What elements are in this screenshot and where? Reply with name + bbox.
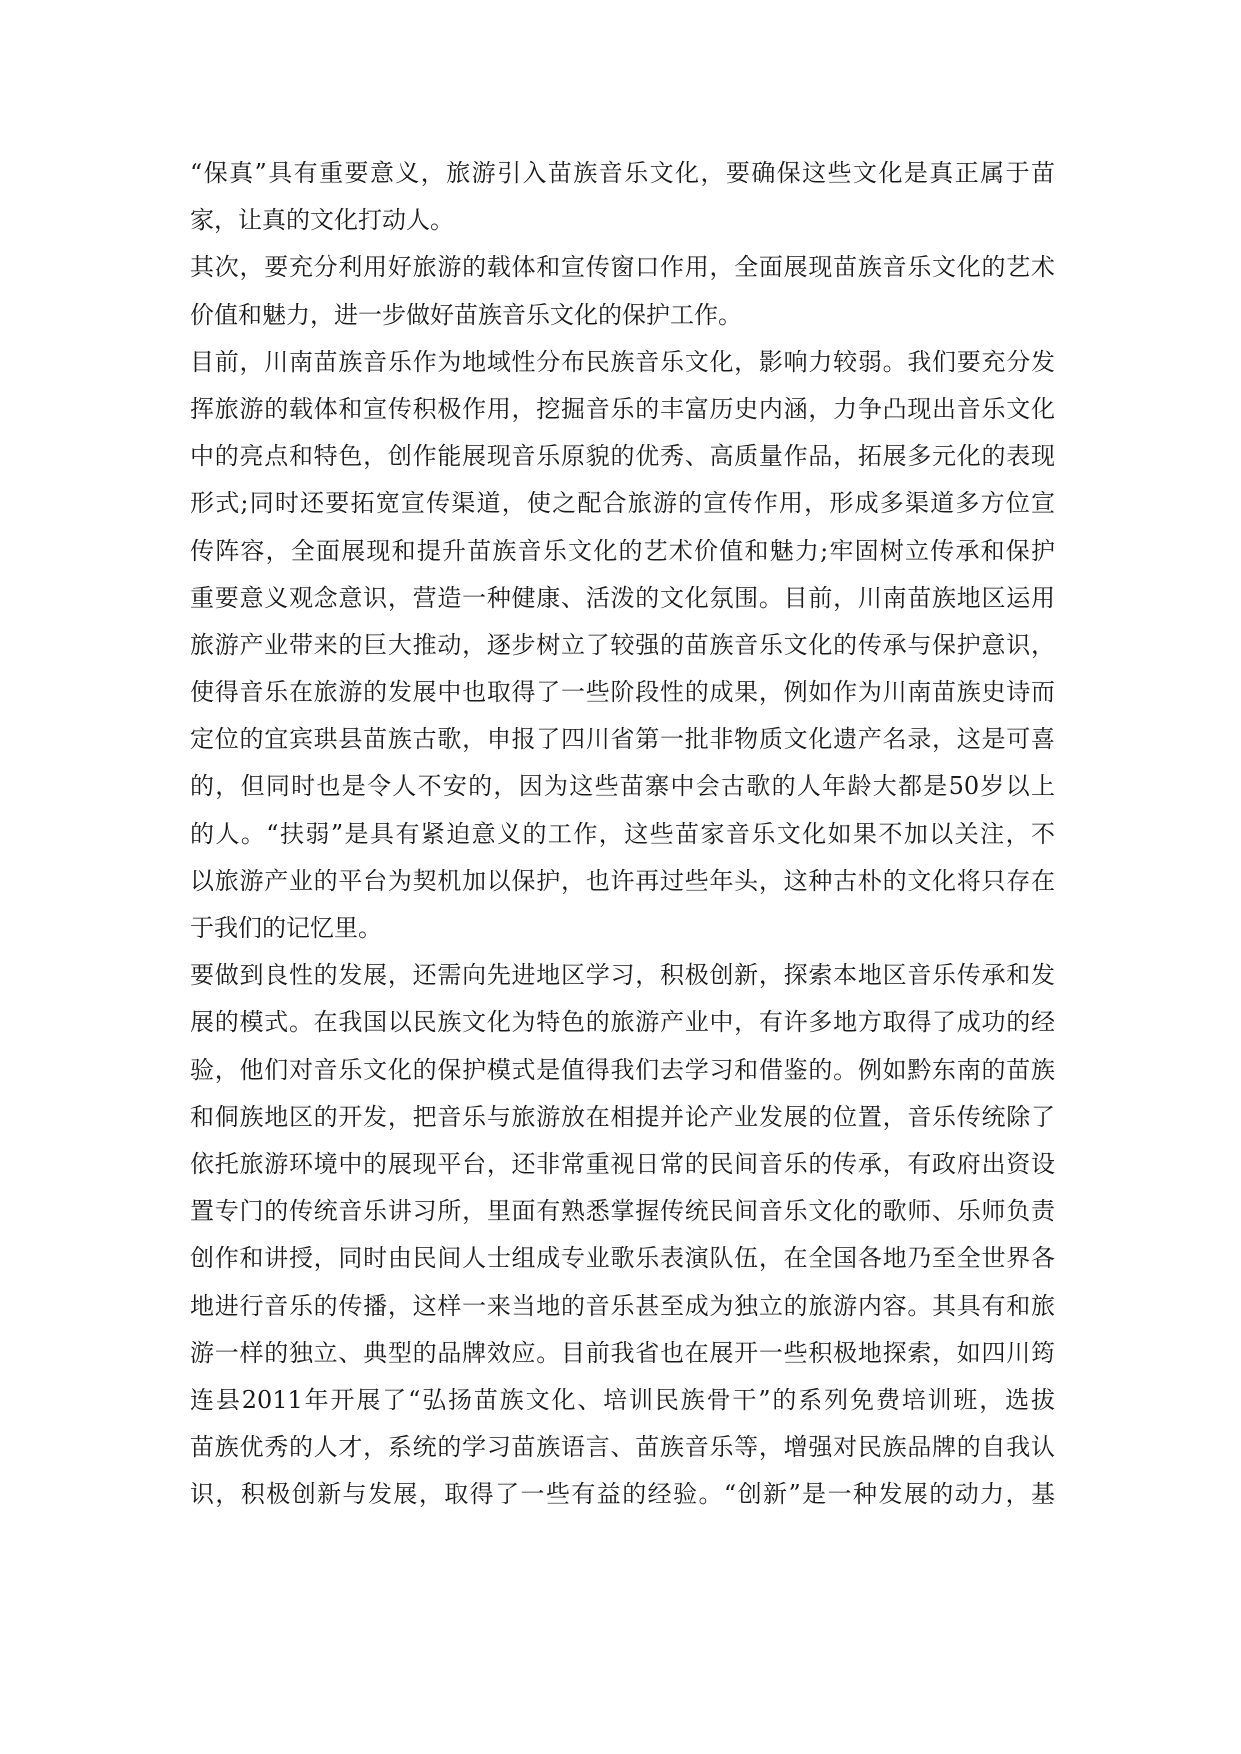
document-body xyxy=(190,150,1055,1518)
text-line: 旅游产业带来的巨大推动，逐步树立了较强的苗族音乐文化的传承与保护意识， xyxy=(190,630,1055,659)
text-line: 创作和讲授，同时由民间人士组成专业歌乐表演队伍，在全国各地乃至全世界各 xyxy=(190,1244,1055,1273)
paragraph xyxy=(190,150,1055,244)
text-line: 验，他们对音乐文化的保护模式是值得我们去学习和借鉴的。例如黔东南的苗族 xyxy=(190,1055,1055,1084)
text-line: 挥旅游的载体和宣传积极作用，挖掘音乐的丰富历史内涵，力争凸现出音乐文化 xyxy=(190,394,1055,423)
text-line: 要做到良性的发展，还需向先进地区学习，积极创新，探索本地区音乐传承和发 xyxy=(190,961,1055,990)
text-line: 苗族优秀的人才，系统的学习苗族语言、苗族音乐等，增强对民族品牌的自我认 xyxy=(190,1433,1055,1462)
text-line: 使得音乐在旅游的发展中也取得了一些阶段性的成果，例如作为川南苗族史诗而 xyxy=(190,678,1055,707)
text-line: 于我们的记忆里。 xyxy=(190,914,382,942)
text-line: 游一样的独立、典型的品牌效应。目前我省也在展开一些积极地探索，如四川筠 xyxy=(190,1338,1055,1367)
text-line: 的，但同时也是令人不安的，因为这些苗寨中会古歌的人年龄大都是50岁以上 xyxy=(190,772,1055,801)
text-line: 识，积极创新与发展，取得了一些有益的经验。“创新”是一种发展的动力，基 xyxy=(190,1480,1055,1509)
paragraph xyxy=(190,244,1055,338)
text-line: 和侗族地区的开发，把音乐与旅游放在相提并论产业发展的位置，音乐传统除了 xyxy=(190,1102,1055,1131)
text-line: 依托旅游环境中的展现平台，还非常重视日常的民间音乐的传承，有政府出资设 xyxy=(190,1149,1055,1178)
text-line: 传阵容，全面展现和提升苗族音乐文化的艺术价值和魅力;牢固树立传承和保护 xyxy=(190,536,1055,565)
text-line: 价值和魅力，进一步做好苗族音乐文化的保护工作。 xyxy=(190,300,742,329)
text-line: 重要意义观念意识，营造一种健康、活泼的文化氛围。目前，川南苗族地区运用 xyxy=(190,583,1055,612)
text-line: 展的模式。在我国以民族文化为特色的旅游产业中，有许多地方取得了成功的经 xyxy=(190,1008,1055,1037)
text-line: 其次，要充分利用好旅游的载体和宣传窗口作用，全面展现苗族音乐文化的艺术 xyxy=(190,253,1055,282)
paragraph xyxy=(190,339,1055,952)
paragraph xyxy=(190,952,1055,1518)
text-line: 目前，川南苗族音乐作为地域性分布民族音乐文化，影响力较弱。我们要充分发 xyxy=(190,347,1055,376)
text-line: 以旅游产业的平台为契机加以保护，也许再过些年头，这种古朴的文化将只存在 xyxy=(190,866,1055,895)
text-line: 的人。“扶弱”是具有紧迫意义的工作，这些苗家音乐文化如果不加以关注，不 xyxy=(190,819,1055,848)
text-line: “保真”具有重要意义，旅游引入苗族音乐文化，要确保这些文化是真正属于苗 xyxy=(190,159,1055,187)
text-line: 地进行音乐的传播，这样一来当地的音乐甚至成为独立的旅游内容。其具有和旅 xyxy=(190,1291,1055,1320)
text-line: 家，让真的文化打动人。 xyxy=(190,206,454,235)
text-line: 置专门的传统音乐讲习所，里面有熟悉掌握传统民间音乐文化的歌师、乐师负责 xyxy=(190,1197,1055,1226)
text-line: 中的亮点和特色，创作能展现音乐原貌的优秀、高质量作品，拓展多元化的表现 xyxy=(190,442,1055,471)
text-line: 形式;同时还要拓宽宣传渠道，使之配合旅游的宣传作用，形成多渠道多方位宣 xyxy=(190,489,1055,518)
text-line: 连县2011年开展了“弘扬苗族文化、培训民族骨干”的系列免费培训班，选拔 xyxy=(190,1385,1055,1414)
text-line: 定位的宜宾珙县苗族古歌，申报了四川省第一批非物质文化遗产名录，这是可喜 xyxy=(190,725,1055,754)
